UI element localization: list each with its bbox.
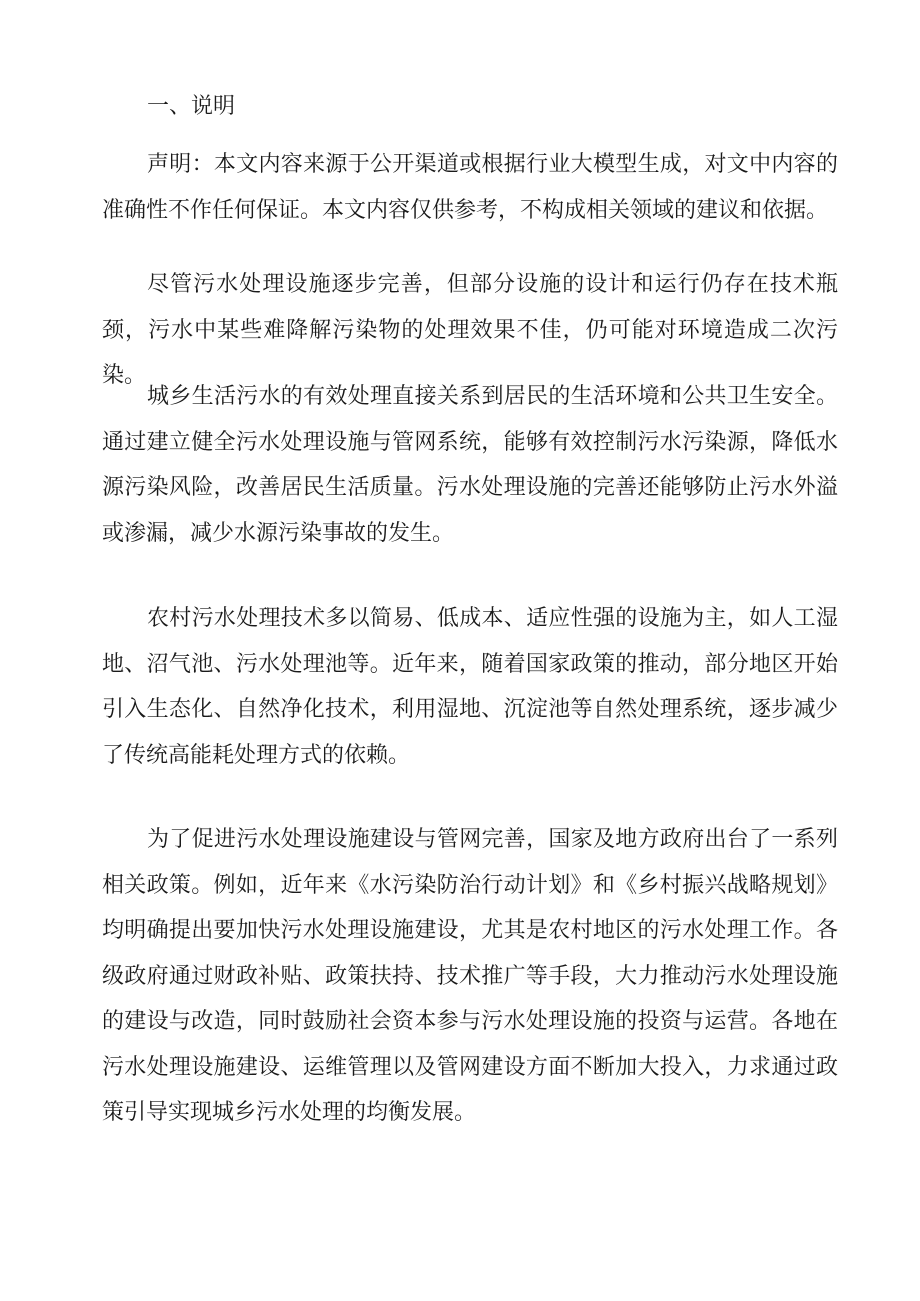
body-paragraph: 尽管污水处理设施逐步完善，但部分设施的设计和运行仍存在技术瓶颈，污水中某些难降解污染物的处理效果不佳，仍可能对环境造成二次污染。 bbox=[102, 272, 838, 388]
body-paragraph: 农村污水处理技术多以简易、低成本、适应性强的设施为主，如人工湿地、沼气池、污水处理池等。近年来，随着国家政策的推动，部分地区开始引入生态化、自然净化技术，利用湿地、沉淀池等自然处理系统，逐步减少了传统高能耗处理方式的依赖。 bbox=[102, 606, 838, 768]
body-paragraph: 城乡生活污水的有效处理直接关系到居民的生活环境和公共卫生安全。通过建立健全污水处理设施与管网系统，能够有效控制污水污染源，降低水源污染风险，改善居民生活质量。污水处理设施的完善还能够防止污水外溢或渗漏，减少水源污染事故的发生。 bbox=[102, 384, 838, 546]
section-heading: 一、说明 bbox=[147, 94, 236, 119]
body-paragraph: 为了促进污水处理设施建设与管网完善，国家及地方政府出台了一系列相关政策。例如，近年来《水污染防治行动计划》和《乡村振兴战略规划》均明确提出要加快污水处理设施建设，尤其是农村地区的污水处理工作。各级政府通过财政补贴、政策扶持、技术推广等手段，大力推动污水处理设施的建设与改造，同时鼓励社会资本参与污水处理设施的投资与运营。各地在污水处理设施建设、运维管理以及管网建设方面不断加大投入，力求通过政策引导实现城乡污水处理的均衡发展。 bbox=[102, 827, 838, 1125]
disclaimer-paragraph: 声明：本文内容来源于公开渠道或根据行业大模型生成，对文中内容的准确性不作任何保证。本文内容仅供参考，不构成相关领域的建议和依据。 bbox=[102, 152, 838, 223]
